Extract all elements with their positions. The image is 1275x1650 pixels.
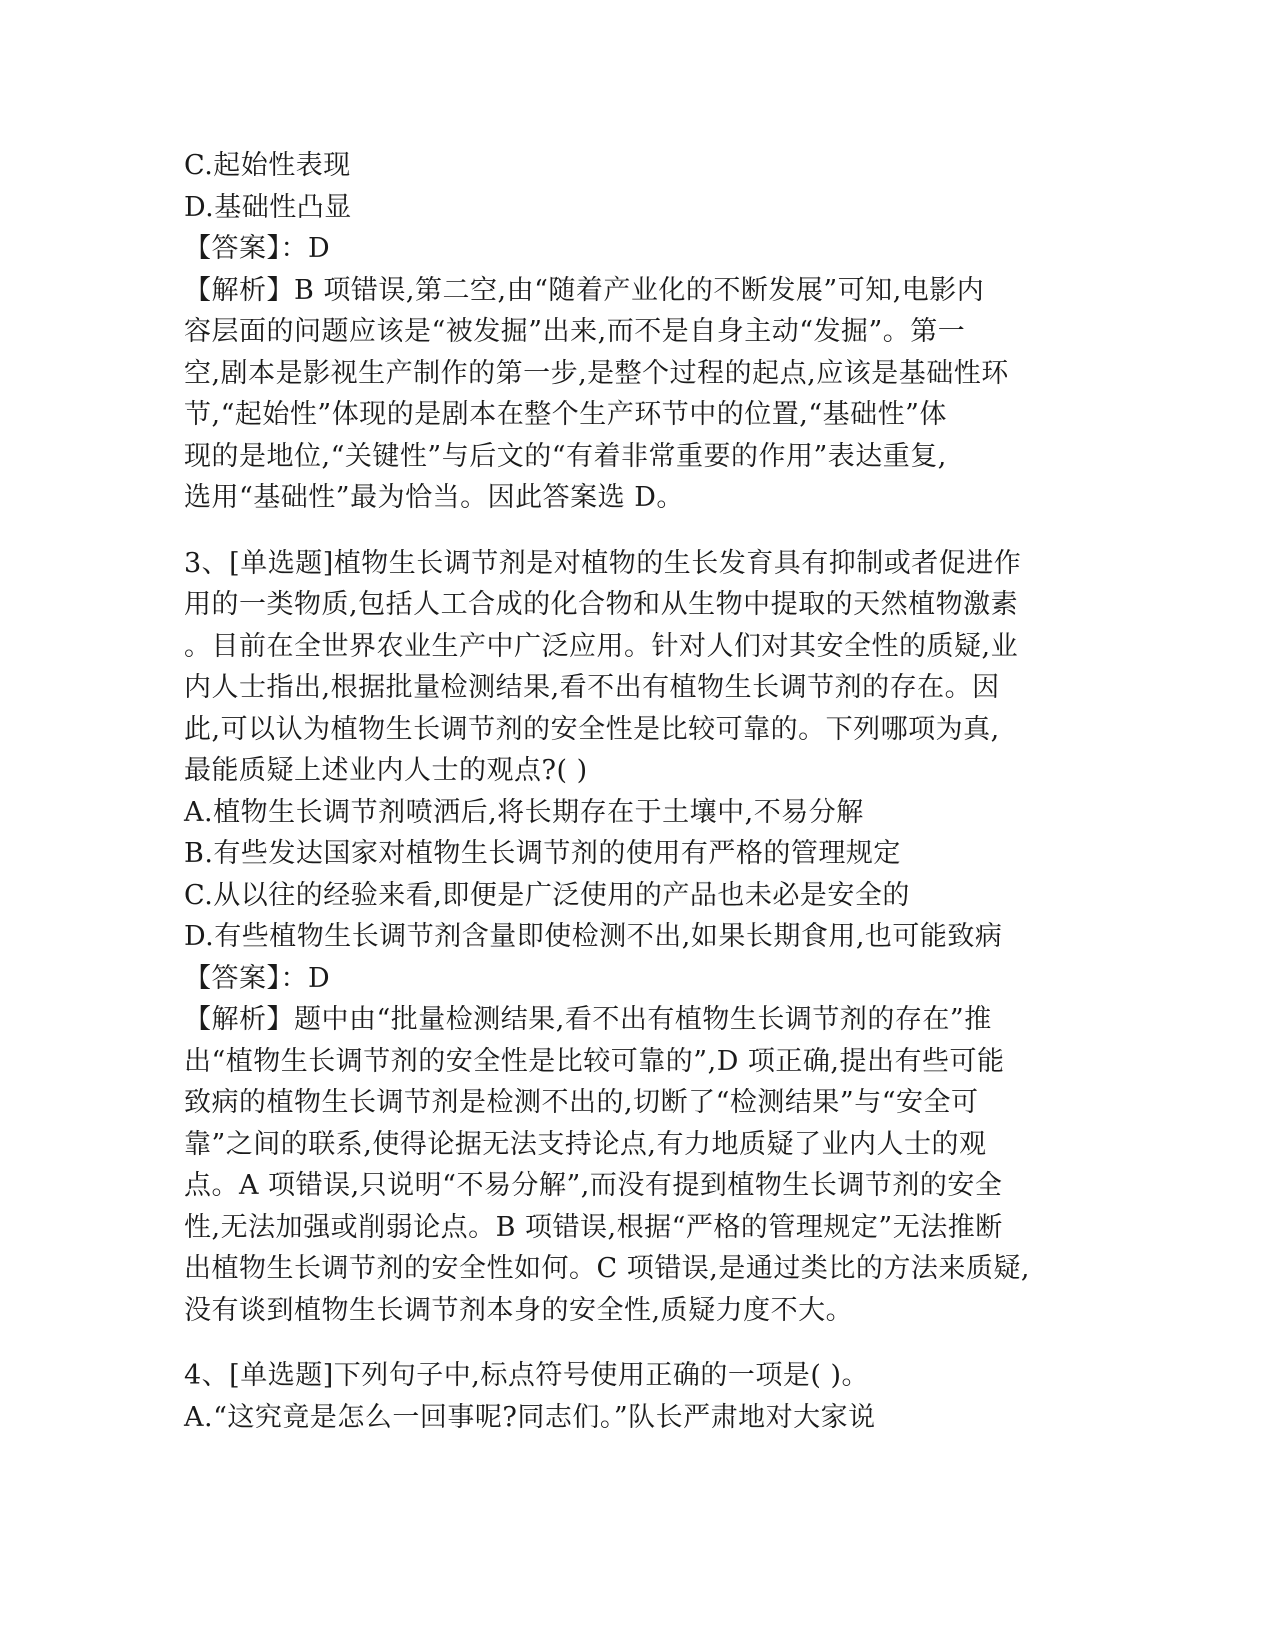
q3-analysis-line: 出植物生长调节剂的安全性如何。C 项错误,是通过类比的方法来质疑, xyxy=(184,1253,1030,1284)
q3-stem-line: 最能质疑上述业内人士的观点?( ) xyxy=(184,755,588,786)
question-gap xyxy=(184,519,1084,543)
q3-analysis-line: 出“植物生长调节剂的安全性是比较可靠的”,D 项正确,提出有些可能 xyxy=(184,1045,1005,1077)
q3-stem-line: 内人士指出,根据批量检测结果,看不出有植物生长调节剂的存在。因 xyxy=(184,672,1000,703)
q2-analysis-line: 空,剧本是影视生产制作的第一步,是整个过程的起点,应该是基础性环 xyxy=(184,357,1009,389)
q3-analysis-line: 【解析】题中由“批量检测结果,看不出有植物生长调节剂的存在”推 xyxy=(184,1004,992,1035)
q2-analysis xyxy=(184,270,1084,519)
document-page xyxy=(184,145,1084,1438)
q4-stem: 4、[单选题]下列句子中,标点符号使用正确的一项是( )。 xyxy=(184,1360,869,1391)
q2-analysis-line: 容层面的问题应该是“被发掘”出来,而不是自身主动“发掘”。第一 xyxy=(184,316,966,347)
q3-answer: 【答案】：D xyxy=(184,962,331,994)
q3-stem-line: 。目前在全世界农业生产中广泛应用。针对人们对其安全性的质疑,业 xyxy=(184,630,1019,662)
q3-analysis xyxy=(184,999,1084,1331)
q2-analysis-line: 节,“起始性”体现的是剧本在整个生产环节中的位置,“基础性”体 xyxy=(184,399,947,430)
q3-option-b: B.有些发达国家对植物生长调节剂的使用有严格的管理规定 xyxy=(184,838,901,869)
q3-option-d: D.有些植物生长调节剂含量即使检测不出,如果长期食用,也可能致病 xyxy=(184,921,1003,952)
q3-option-c: C.从以往的经验来看,即便是广泛使用的产品也未必是安全的 xyxy=(184,879,910,911)
q4-option-a: A.“这究竟是怎么一回事呢?同志们。”队长严肃地对大家说 xyxy=(184,1401,876,1433)
q3-analysis-line: 致病的植物生长调节剂是检测不出的,切断了“检测结果”与“安全可 xyxy=(184,1087,979,1118)
q3-analysis-line: 性,无法加强或削弱论点。B 项错误,根据“严格的管理规定”无法推断 xyxy=(184,1211,1003,1243)
q3-stem-line: 此,可以认为植物生长调节剂的安全性是比较可靠的。下列哪项为真, xyxy=(184,713,1000,745)
q3-analysis-line: 靠”之间的联系,使得论据无法支持论点,有力地质疑了业内人士的观 xyxy=(184,1128,987,1160)
question-gap xyxy=(184,1331,1084,1355)
q3-option-a: A.植物生长调节剂喷洒后,将长期存在于土壤中,不易分解 xyxy=(184,796,864,828)
q3-stem-line: 用的一类物质,包括人工合成的化合物和从生物中提取的天然植物激素 xyxy=(184,589,1019,620)
q2-analysis-line: 【解析】B 项错误,第二空,由“随着产业化的不断发展”可知,电影内 xyxy=(184,274,985,306)
q3-options xyxy=(184,792,1084,958)
q2-option-c: C.起始性表现 xyxy=(184,150,351,181)
q3-stem-line: 3、[单选题]植物生长调节剂是对植物的生长发育具有抑制或者促进作 xyxy=(184,547,1022,579)
q2-answer: 【答案】：D xyxy=(184,233,331,264)
q3-stem xyxy=(184,543,1084,792)
q3-analysis-line: 点。A 项错误,只说明“不易分解”,而没有提到植物生长调节剂的安全 xyxy=(184,1170,1003,1201)
q3-analysis-line: 没有谈到植物生长调节剂本身的安全性,质疑力度不大。 xyxy=(184,1294,854,1326)
q2-option-d: D.基础性凸显 xyxy=(184,191,352,223)
q2-analysis-line: 选用“基础性”最为恰当。因此答案选 D。 xyxy=(184,482,684,513)
q2-analysis-line: 现的是地位,“关键性”与后文的“有着非常重要的作用”表达重复, xyxy=(184,440,947,472)
